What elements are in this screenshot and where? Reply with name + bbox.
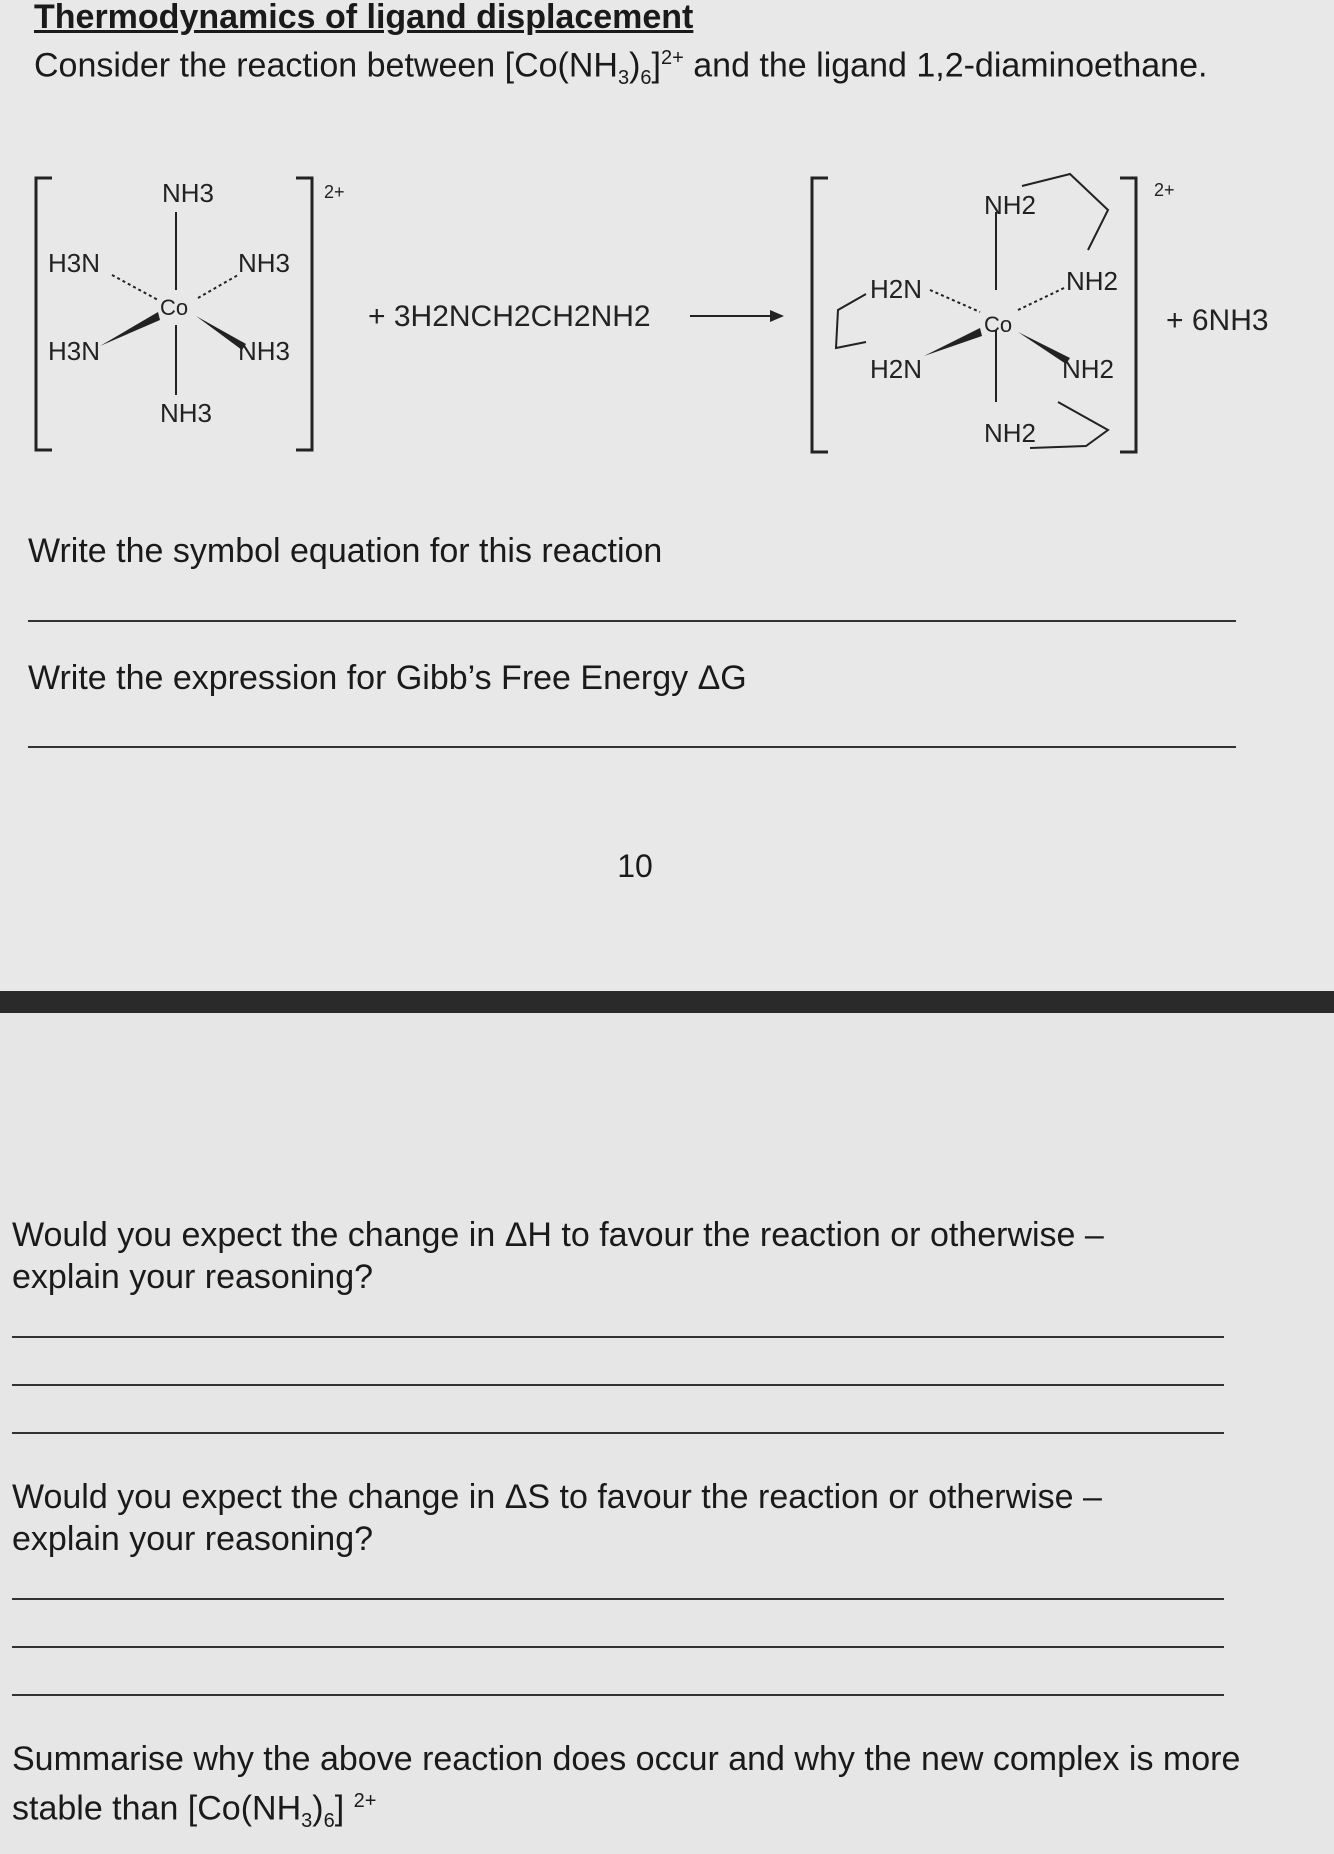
product-charge: 2+	[1154, 180, 1175, 200]
reactant-ligand-lower-right: NH3	[238, 336, 291, 366]
page-divider	[0, 991, 1334, 1013]
answer-line	[12, 1646, 1224, 1648]
product-bond-hashed-right	[1018, 288, 1064, 310]
reactant-ligand-top: NH3	[162, 178, 215, 208]
product-ligand-lower-left: H2N	[870, 354, 923, 384]
summary-text: Summarise why the above reaction does occur and why the new complex is more stable than [Co(NH	[12, 1740, 1241, 1828]
question-symbol-equation: Write the symbol equation for this reaction	[28, 532, 663, 570]
product-right-bracket	[1120, 178, 1136, 452]
question-gibbs-free-energy: Write the expression for Gibb’s Free Energy ΔG	[28, 659, 747, 697]
page-title: Thermodynamics of ligand displacement	[34, 0, 694, 36]
answer-line	[12, 1336, 1224, 1338]
summary-charge: 2+	[353, 1790, 377, 1812]
product-complex	[812, 174, 1136, 452]
product-ligand-lower-right: NH2	[1062, 354, 1115, 384]
intro-sub2: 6	[640, 67, 652, 90]
product-left-bracket	[812, 178, 828, 452]
reactant-left-bracket	[36, 178, 52, 450]
reaction-diagram	[0, 150, 1334, 470]
intro-sub1: 3	[617, 67, 630, 90]
product-wedge-left	[924, 328, 982, 356]
reactant-ligand-bottom: NH3	[160, 398, 213, 428]
intro-mid: )	[629, 46, 641, 85]
product-ligand-upper-left: H2N	[870, 274, 923, 304]
product-ligand-bottom: NH2	[984, 418, 1037, 448]
reactant-ligand-upper-right: NH3	[238, 248, 291, 278]
byproduct-label: + 6NH3	[1166, 304, 1269, 337]
reactant-charge: 2+	[324, 182, 345, 202]
product-metal: Co	[984, 312, 1013, 337]
intro-suffix: and the ligand 1,2-diaminoethane.	[683, 46, 1208, 85]
product-ligand-upper-right: NH2	[1066, 266, 1119, 296]
answer-line	[28, 746, 1236, 748]
summary-close: ]	[334, 1789, 354, 1828]
question-summary	[12, 1738, 1262, 1842]
reactant-metal: Co	[160, 295, 189, 320]
reactant-bond-hashed-right	[198, 275, 238, 298]
answer-line	[12, 1598, 1224, 1600]
product-ligand-top: NH2	[984, 190, 1037, 220]
page-number: 10	[617, 848, 653, 884]
question-enthalpy: Would you expect the change in ΔH to favour the reaction or otherwise – explain your reasoning?	[12, 1216, 1104, 1296]
question-entropy: Would you expect the change in ΔS to favour the reaction or otherwise – explain your reasoning?	[12, 1478, 1102, 1558]
answer-line	[12, 1432, 1224, 1434]
intro-charge: 2+	[661, 47, 684, 69]
reactant-wedge-left	[100, 312, 160, 346]
intro-close: ]	[651, 46, 661, 85]
reactant-ligand-upper-left: H3N	[48, 248, 101, 278]
product-bond-hashed-left	[930, 290, 980, 312]
answer-line	[12, 1384, 1224, 1386]
product-chelate-left	[836, 294, 866, 348]
answer-line	[12, 1694, 1224, 1696]
reagent-label: + 3H2NCH2CH2NH2	[368, 300, 651, 333]
reactant-right-bracket	[296, 178, 312, 450]
summary-sub1: 3	[301, 1810, 313, 1833]
reactant-bond-hashed-left	[112, 275, 158, 300]
summary-mid: )	[312, 1789, 324, 1828]
product-chelate-bottom-right	[1030, 402, 1108, 448]
reactant-ligand-lower-left: H3N	[48, 336, 101, 366]
intro-prefix: Consider the reaction between [Co(NH	[34, 46, 618, 85]
summary-sub2: 6	[323, 1810, 335, 1833]
answer-line	[28, 620, 1236, 622]
intro-text	[34, 38, 1207, 98]
reaction-arrow	[690, 310, 784, 322]
